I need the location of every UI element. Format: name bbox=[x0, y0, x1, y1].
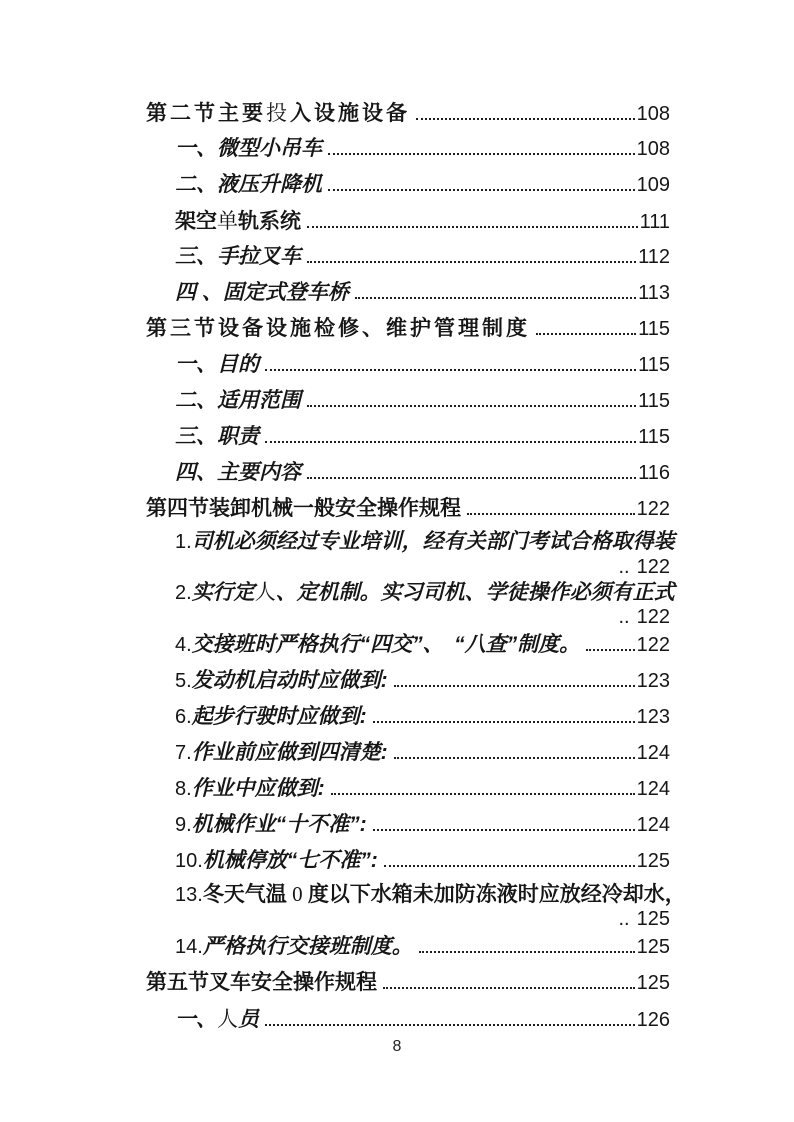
toc-entry bbox=[146, 383, 670, 419]
toc-entry-number-prefix: 4. bbox=[175, 634, 192, 656]
toc-entry-text: 一、 bbox=[175, 1008, 217, 1031]
toc-entry-title bbox=[175, 131, 322, 167]
toc-entry-text: 严格执行交接班制度。 bbox=[202, 935, 413, 958]
toc-page-number: 122 bbox=[636, 606, 670, 628]
toc-entry-text: 机械停放“七不准”: bbox=[202, 849, 378, 872]
toc-list bbox=[146, 95, 686, 1037]
toc-entry-text: 二、适用范围 bbox=[175, 389, 301, 412]
toc-entry-numline bbox=[175, 607, 670, 627]
toc-entry-title bbox=[175, 455, 301, 491]
dot-leader bbox=[467, 513, 635, 515]
dot-leader bbox=[373, 829, 635, 831]
toc-entry bbox=[146, 491, 670, 527]
toc-entry-text: 第四节装卸机械一般安全操作规程 bbox=[146, 497, 461, 520]
toc-page-number: 115 bbox=[638, 354, 670, 376]
toc-entry bbox=[146, 807, 670, 843]
toc-entry-title bbox=[175, 1001, 259, 1038]
toc-page-number: 115 bbox=[638, 318, 670, 340]
dot-leader bbox=[355, 297, 636, 299]
toc-entry-title bbox=[175, 581, 675, 604]
toc-entry-text: 一、目的 bbox=[175, 353, 259, 376]
toc-entry-title bbox=[175, 203, 301, 240]
toc-entry-text: 投 bbox=[266, 101, 290, 125]
dot-leader bbox=[419, 951, 635, 953]
toc-entry-title bbox=[175, 735, 388, 771]
toc-entry-number-prefix: 6. bbox=[175, 706, 192, 728]
toc-entry-title bbox=[146, 311, 530, 347]
toc-entry bbox=[146, 843, 670, 879]
toc-page-number: 113 bbox=[638, 282, 670, 304]
toc-entry bbox=[146, 929, 670, 965]
toc-entry bbox=[146, 167, 670, 203]
toc-page-number: 125 bbox=[636, 972, 670, 994]
toc-entry-title bbox=[175, 883, 686, 906]
toc-entry-title bbox=[175, 929, 413, 965]
dot-leader: .. bbox=[618, 908, 630, 930]
dot-leader: .. bbox=[618, 556, 630, 578]
toc-entry bbox=[146, 527, 675, 578]
toc-page-number: 115 bbox=[638, 390, 670, 412]
toc-entry-number-prefix: 1. bbox=[175, 531, 192, 553]
toc-page-number: 108 bbox=[636, 138, 670, 160]
toc-entry-title bbox=[175, 167, 322, 203]
toc-entry bbox=[146, 627, 670, 663]
toc-entry-text: 四、主要内容 bbox=[175, 461, 301, 484]
dot-leader bbox=[307, 477, 636, 479]
toc-entry-text: 三、手拉叉车 bbox=[175, 245, 301, 268]
toc-page-number: 115 bbox=[638, 426, 670, 448]
dot-leader bbox=[373, 721, 635, 723]
toc-page-number: 126 bbox=[636, 1009, 670, 1031]
toc-entry-text: 冬天气温 bbox=[202, 883, 287, 906]
toc-entry-text: 单 bbox=[217, 209, 238, 233]
toc-entry bbox=[146, 419, 670, 455]
toc-entry bbox=[146, 347, 670, 383]
toc-entry-text: 第二节主要 bbox=[146, 102, 266, 125]
toc-entry bbox=[146, 879, 686, 930]
toc-page-number: 123 bbox=[636, 706, 670, 728]
dot-leader bbox=[307, 405, 636, 407]
toc-page-number: 122 bbox=[636, 498, 670, 520]
toc-entry-number-prefix: 8. bbox=[175, 778, 192, 800]
dot-leader bbox=[307, 226, 638, 228]
dot-leader bbox=[265, 441, 636, 443]
toc-entry-number-prefix: 2. bbox=[175, 582, 192, 604]
toc-page-number: 125 bbox=[636, 850, 670, 872]
dot-leader bbox=[383, 987, 635, 989]
toc-entry-number-prefix: 7. bbox=[175, 742, 192, 764]
toc-entry-text: 实行定 bbox=[191, 581, 255, 604]
toc-entry bbox=[146, 735, 670, 771]
dot-leader bbox=[328, 153, 635, 155]
toc-entry bbox=[146, 699, 670, 735]
toc-page-number: 112 bbox=[638, 246, 670, 268]
toc-entry-numline bbox=[175, 557, 670, 577]
toc-entry-text: 发动机启动时应做到: bbox=[191, 669, 388, 692]
toc-entry bbox=[146, 663, 670, 699]
toc-page-number: 123 bbox=[636, 670, 670, 692]
dot-leader bbox=[384, 865, 635, 867]
toc-entry bbox=[146, 131, 670, 167]
toc-entry-title bbox=[175, 627, 580, 663]
toc-entry-text: 第五节叉车安全操作规程 bbox=[146, 971, 377, 994]
dot-leader: .. bbox=[618, 606, 630, 628]
toc-entry bbox=[146, 275, 670, 311]
toc-entry-title bbox=[175, 843, 378, 879]
toc-entry-textline bbox=[175, 879, 686, 909]
toc-entry bbox=[146, 771, 670, 807]
toc-entry-title bbox=[175, 699, 367, 735]
toc-entry-text: 架空 bbox=[175, 210, 217, 233]
toc-entry-title bbox=[175, 663, 388, 699]
toc-entry-text: 人 bbox=[254, 580, 276, 604]
toc-entry-numline bbox=[175, 909, 670, 929]
toc-entry-text: 作业前应做到四清楚: bbox=[191, 741, 388, 764]
toc-entry-text: 三、职责 bbox=[175, 425, 259, 448]
toc-entry-title bbox=[146, 491, 461, 527]
toc-entry-text: 入设施设备 bbox=[290, 102, 410, 125]
dot-leader bbox=[265, 1024, 635, 1026]
toc-page-number: 125 bbox=[636, 936, 670, 958]
toc-entry-title bbox=[146, 965, 377, 1001]
toc-entry-title bbox=[175, 383, 301, 419]
toc-entry-text: 机械作业“十不准”: bbox=[191, 813, 367, 836]
toc-entry-text: 轨系统 bbox=[238, 210, 301, 233]
toc-page-number: 122 bbox=[636, 634, 670, 656]
toc-page-number: 116 bbox=[638, 462, 670, 484]
toc-entry-text: 、定机制。实习司机、学徒操作必须有正式 bbox=[275, 581, 675, 604]
toc-entry-number-prefix: 5. bbox=[175, 670, 192, 692]
toc-page-number: 108 bbox=[636, 103, 670, 125]
toc-entry-title bbox=[146, 95, 410, 132]
toc-entry-text: 司机必须经过专业培训，经有关部门考试合格取得装 bbox=[191, 530, 675, 553]
toc-entry-title bbox=[175, 771, 325, 807]
toc-entry bbox=[146, 203, 670, 239]
toc-entry-title bbox=[175, 275, 349, 311]
toc-entry-title bbox=[175, 347, 259, 383]
toc-entry bbox=[146, 577, 675, 628]
toc-entry-title bbox=[175, 419, 259, 455]
page-footer bbox=[0, 1038, 794, 1056]
toc-entry-text: 0 bbox=[286, 882, 308, 906]
toc-entry-text: 起步行驶时应做到: bbox=[191, 705, 367, 728]
toc-entry bbox=[146, 455, 670, 491]
toc-page-number: 109 bbox=[636, 174, 670, 196]
toc-entry bbox=[146, 965, 670, 1001]
toc-entry-text: 四 、固定式登车桥 bbox=[175, 281, 349, 304]
dot-leader bbox=[394, 757, 635, 759]
dot-leader bbox=[536, 333, 636, 335]
toc-entry-title bbox=[175, 239, 301, 275]
toc-page-number: 124 bbox=[636, 778, 670, 800]
toc-entry-number-prefix: 9. bbox=[175, 814, 192, 836]
toc-page-number: 125 bbox=[636, 908, 670, 930]
toc-entry-number-prefix: 13. bbox=[175, 884, 203, 906]
dot-leader bbox=[586, 649, 634, 651]
toc-page-number: 122 bbox=[636, 556, 670, 578]
toc-entry bbox=[146, 1001, 670, 1037]
toc-entry-text: 作业中应做到: bbox=[191, 777, 325, 800]
dot-leader bbox=[328, 189, 635, 191]
toc-entry-text: 员 bbox=[238, 1008, 259, 1031]
toc-entry-title bbox=[175, 807, 367, 843]
toc-page-number: 124 bbox=[636, 814, 670, 836]
toc-entry-title bbox=[175, 530, 675, 553]
toc-entry-text: 第三节设备设施检修、维护管理制度 bbox=[146, 317, 530, 340]
dot-leader bbox=[331, 793, 635, 795]
toc-entry bbox=[146, 239, 670, 275]
toc-page-number: 124 bbox=[636, 742, 670, 764]
dot-leader bbox=[394, 685, 635, 687]
toc-page-number: 111 bbox=[639, 211, 670, 233]
toc-entry-text: 二、液压升降机 bbox=[175, 173, 322, 196]
toc-entry bbox=[146, 95, 670, 131]
toc-entry-text: 一、微型小吊车 bbox=[175, 137, 322, 160]
toc-entry-number-prefix: 14. bbox=[175, 936, 203, 958]
toc-entry-textline bbox=[175, 577, 675, 607]
dot-leader bbox=[265, 369, 636, 371]
toc-entry-text: 人 bbox=[217, 1007, 238, 1031]
toc-entry-text: 度以下水箱未加防冻液时应放经冷却水， bbox=[307, 883, 686, 906]
toc-entry-number-prefix: 10. bbox=[175, 850, 203, 872]
dot-leader bbox=[416, 118, 635, 120]
footer-page-number: 8 bbox=[392, 1038, 402, 1055]
toc-entry-text: 交接班时严格执行“四交”、 “八查”制度。 bbox=[191, 633, 581, 656]
dot-leader bbox=[307, 261, 636, 263]
toc-entry bbox=[146, 311, 670, 347]
toc-entry-textline bbox=[175, 527, 675, 557]
